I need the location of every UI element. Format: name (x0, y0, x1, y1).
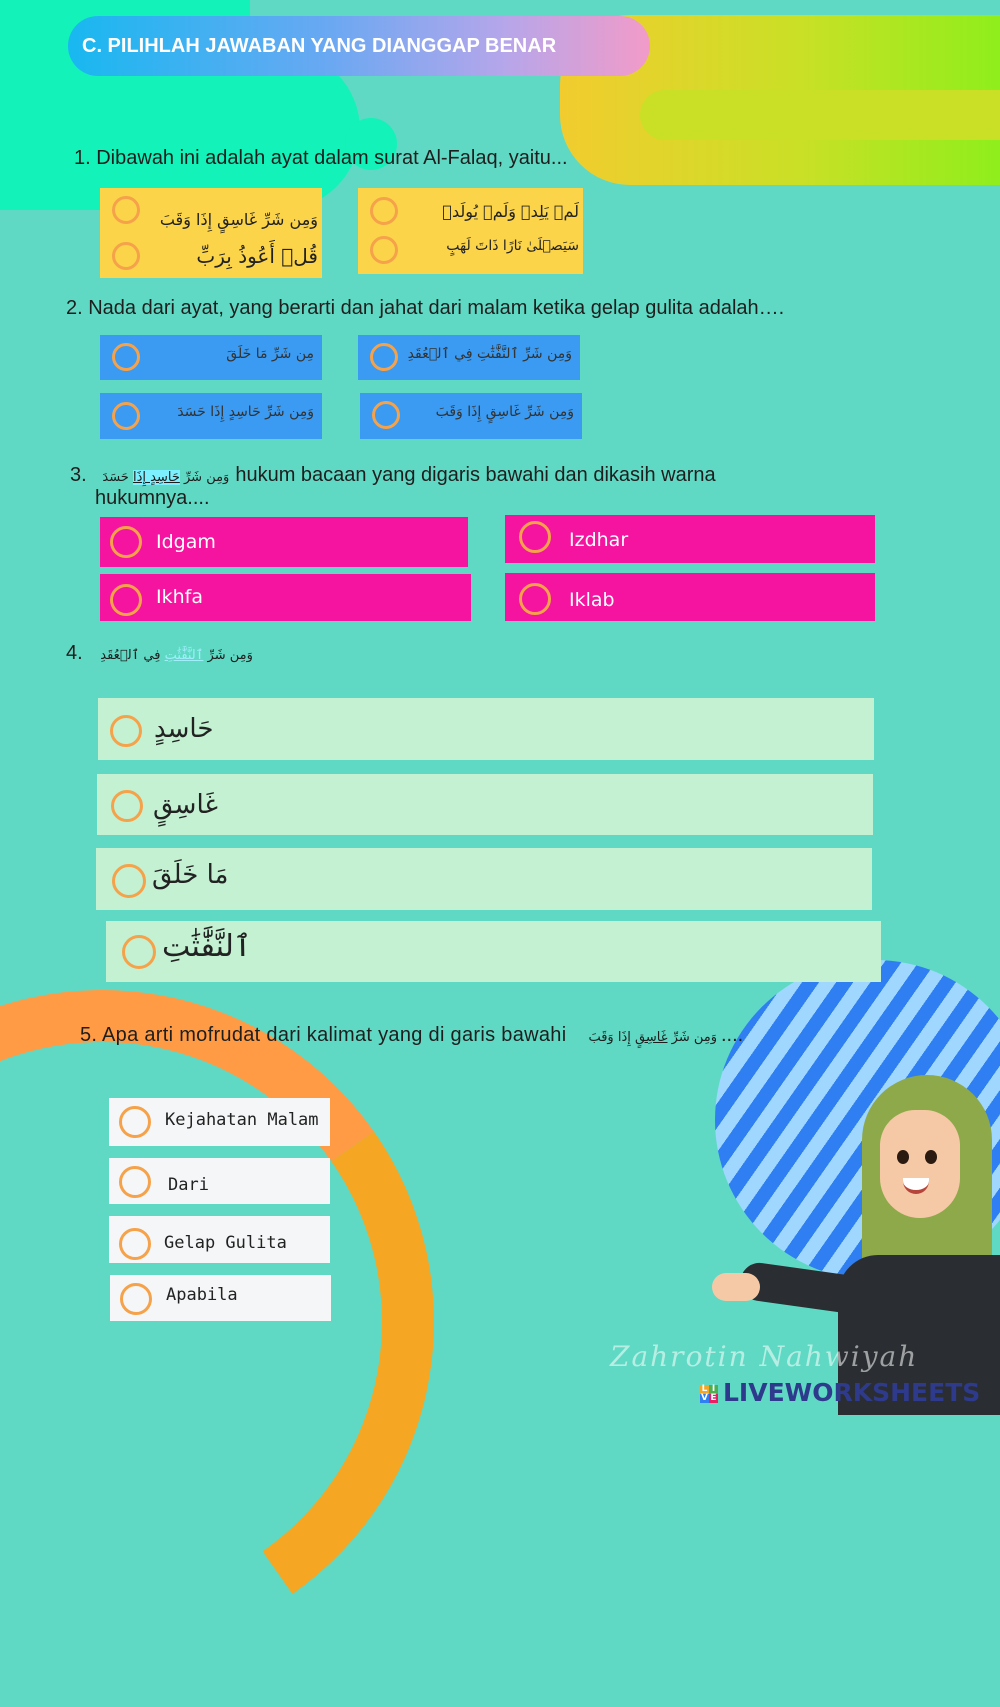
question-5-arabic-post: إِذَا وَقَبَ (588, 1030, 631, 1045)
q1-option-1-radio[interactable] (112, 196, 140, 224)
q3-option-1-radio[interactable] (110, 526, 142, 558)
q1-option-4-label: سَيَصۡلَىٰ نَارًا ذَاتَ لَهَبٍ (446, 238, 579, 254)
question-1-options-left (100, 188, 322, 278)
question-5-arabic-pre: وَمِن شَرِّ (671, 1030, 717, 1045)
q3-option-3-radio[interactable] (110, 584, 142, 616)
q2-option-1-label: مِن شَرِّ مَا خَلَقَ (226, 346, 314, 362)
q2-option-2-label: وَمِن شَرِّ ٱلنَّفَّٰثَٰتِ فِي ٱلۡعُقَدِ (407, 346, 572, 362)
q4-option-2[interactable] (97, 774, 873, 835)
question-1-options-right (358, 188, 583, 274)
question-5-text (80, 1024, 743, 1047)
q1-option-2-radio[interactable] (370, 197, 398, 225)
q2-option-2-radio[interactable] (370, 343, 398, 371)
q4-option-4[interactable] (106, 921, 881, 982)
question-4-arabic-blank: ٱلنَّفَّٰثَٰتِ (164, 648, 204, 663)
question-4-arabic-pre: وَمِن شَرِّ (207, 648, 253, 663)
q5-option-3-label: Gelap Gulita (164, 1233, 287, 1253)
q3-option-idgam[interactable] (100, 517, 468, 567)
q5-option-1-radio[interactable] (119, 1106, 151, 1138)
question-5-label: 5. Apa arti mofrudat dari kalimat yang di garis bawahi (80, 1024, 567, 1046)
q2-option-4-label: وَمِن شَرِّ غَاسِقٍ إِذَا وَقَبَ (435, 404, 574, 420)
q5-option-gelap-gulita[interactable] (109, 1216, 330, 1263)
question-3-arabic (98, 470, 229, 485)
q4-option-1-radio[interactable] (110, 715, 142, 747)
q5-option-dari[interactable] (109, 1158, 330, 1204)
question-3-text-line2: hukumnya.... (95, 487, 210, 509)
question-5-suffix: .... (720, 1024, 744, 1046)
q3-option-2-radio[interactable] (519, 521, 551, 553)
q4-option-1[interactable] (98, 698, 874, 760)
live-badge-icon: L IV E (701, 1384, 717, 1403)
bg-orange-arc (0, 937, 487, 1706)
question-5-arabic (584, 1030, 717, 1045)
teacher-eye-right (925, 1150, 937, 1164)
q3-option-ikhfa[interactable] (100, 574, 471, 621)
q4-option-3-radio[interactable] (112, 864, 146, 898)
q3-option-izdhar[interactable] (505, 515, 875, 563)
teacher-eye-left (897, 1150, 909, 1164)
q4-option-3[interactable] (96, 848, 872, 910)
q5-option-kejahatan-malam[interactable] (109, 1098, 330, 1146)
q3-option-2-label: Izdhar (569, 529, 629, 551)
q2-option-1[interactable] (100, 335, 322, 380)
question-3-arabic-pre: وَمِن شَرِّ (184, 470, 230, 485)
question-3-arabic-post: حَسَدَ (102, 470, 129, 485)
q4-option-2-radio[interactable] (111, 790, 143, 822)
bg-yellow-shape-2 (640, 90, 1000, 140)
question-2-text: 2. Nada dari ayat, yang berarti dan jahat dari malam ketika gelap gulita adalah…. (66, 297, 785, 319)
q5-option-4-label: Apabila (166, 1285, 238, 1305)
q5-option-1-label: Kejahatan Malam (165, 1110, 319, 1130)
q5-option-3-radio[interactable] (119, 1228, 151, 1260)
q2-option-3-label: وَمِن شَرِّ حَاسِدٍ إِذَا حَسَدَ (177, 404, 314, 420)
q4-option-4-radio[interactable] (122, 935, 156, 969)
q2-option-4[interactable] (360, 393, 582, 439)
question-3-arabic-highlight: حَاسِدٍ إِذَا (133, 470, 180, 485)
q3-option-1-label: Idgam (156, 531, 216, 553)
q1-option-2-label: لَمۡ يَلِدۡ وَلَمۡ يُولَدۡ (442, 202, 579, 221)
q3-option-3-label: Ikhfa (156, 586, 203, 608)
q4-option-2-label: غَاسِقٍ (153, 790, 218, 820)
question-3-number: 3. (70, 464, 87, 486)
q5-option-2-label: Dari (168, 1175, 209, 1195)
q5-option-2-radio[interactable] (119, 1166, 151, 1198)
q4-option-1-label: حَاسِدٍ (154, 714, 214, 744)
q3-option-4-label: Iklab (569, 589, 615, 611)
q4-option-3-label: مَا خَلَقَ (152, 860, 229, 890)
question-3-text (70, 464, 850, 510)
q2-option-3[interactable] (100, 393, 322, 439)
q1-option-3-radio[interactable] (112, 242, 140, 270)
q4-option-4-label: ٱلنَّفَّٰثَٰتِ (162, 929, 252, 964)
question-4-number: 4. (66, 642, 83, 664)
question-4-arabic (100, 648, 253, 663)
q5-option-4-radio[interactable] (120, 1283, 152, 1315)
q1-option-3-label: قُلۡ أَعُوذُ بِرَبِّ (196, 244, 318, 268)
question-3-text-line1: hukum bacaan yang digaris bawahi dan dikasih warna (235, 464, 716, 486)
q2-option-4-radio[interactable] (372, 401, 400, 429)
question-4-text (66, 642, 253, 665)
q2-option-3-radio[interactable] (112, 402, 140, 430)
q2-option-2[interactable] (358, 335, 580, 380)
q1-option-1-label: وَمِن شَرِّ غَاسِقٍ إِذَا وَقَبَ (159, 210, 318, 229)
liveworksheets-logo-text: LIVEWORKSHEETS (723, 1378, 981, 1407)
liveworksheets-logo[interactable] (700, 1378, 980, 1407)
q5-option-apabila[interactable] (110, 1275, 331, 1321)
author-watermark: Zahrotin Nahwiyah (610, 1340, 919, 1373)
section-title: C. PILIHLAH JAWABAN YANG DIANGGAP BENAR (68, 16, 650, 76)
question-4-arabic-post: فِي ٱلۡعُقَدِ (100, 648, 161, 663)
question-5-arabic-underlined: غَاسِقٍ (635, 1030, 668, 1045)
question-1-text: 1. Dibawah ini adalah ayat dalam surat Al-Falaq, yaitu... (74, 147, 568, 169)
teacher-illustration-face (880, 1110, 960, 1218)
q3-option-4-radio[interactable] (519, 583, 551, 615)
q3-option-iklab[interactable] (505, 573, 875, 621)
q1-option-4-radio[interactable] (370, 236, 398, 264)
teacher-illustration-hand (712, 1273, 760, 1301)
q2-option-1-radio[interactable] (112, 343, 140, 371)
